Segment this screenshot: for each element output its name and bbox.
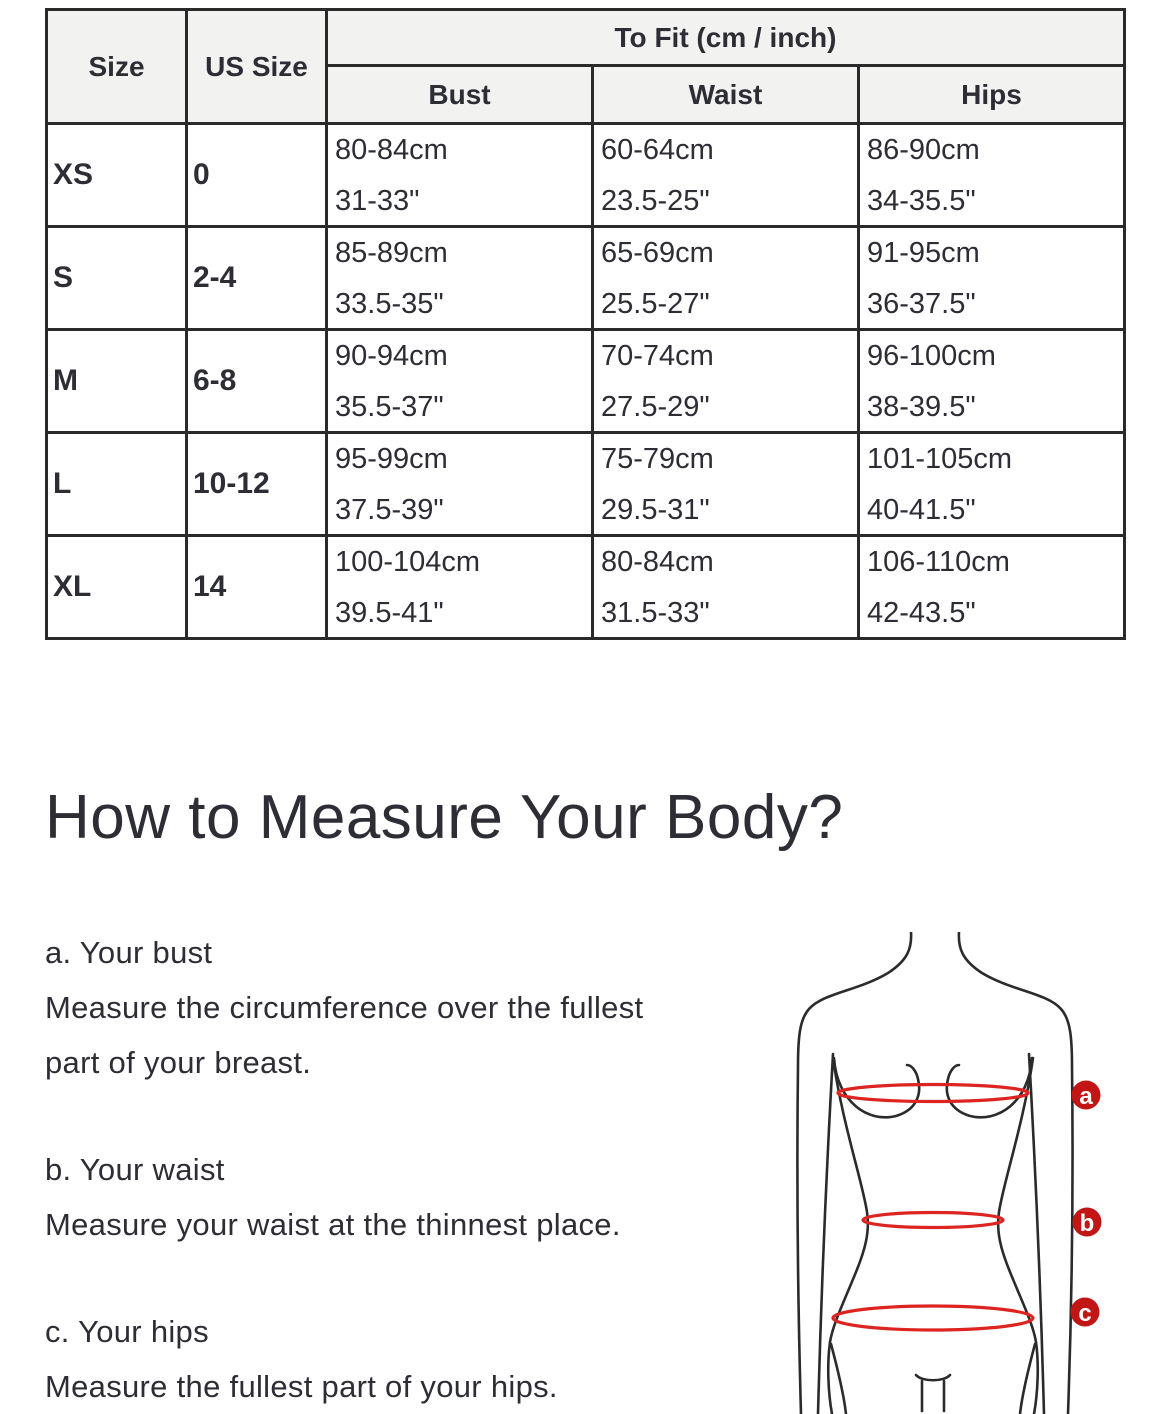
- hips-cm-value: 86-90cm: [867, 133, 980, 166]
- body-outline-icon: [797, 932, 1072, 1414]
- size-cell: XL: [47, 536, 187, 639]
- waist-cm-value: 75-79cm: [601, 442, 714, 475]
- body-measurement-diagram: [770, 932, 1135, 1414]
- us-size-cell: 6-8: [187, 330, 327, 433]
- waist-inch-value: 23.5-25": [601, 184, 710, 217]
- size-chart-table: [45, 8, 1126, 640]
- instruction-label: a. Your bust: [45, 935, 213, 970]
- hips-cell: [859, 330, 1125, 433]
- bust-cm-value: 80-84cm: [335, 133, 448, 166]
- bust-cm-value: 100-104cm: [335, 545, 481, 578]
- bust-marker-letter: a: [1079, 1083, 1093, 1110]
- hips-inch-value: 38-39.5": [867, 390, 976, 423]
- bust-line-icon: [838, 1085, 1028, 1102]
- waist-marker-badge: [1073, 1208, 1102, 1238]
- hips-cm-value: 101-105cm: [867, 442, 1013, 475]
- waist-cm-value: 70-74cm: [601, 339, 714, 372]
- bust-inch-value: 37.5-39": [335, 493, 444, 526]
- waist-marker-letter: b: [1079, 1210, 1095, 1237]
- column-header-hips: Hips: [859, 66, 1125, 124]
- hips-marker-badge: [1071, 1298, 1100, 1328]
- us-size-cell: 0: [187, 124, 327, 227]
- instruction-text: part of your breast.: [45, 1045, 312, 1080]
- bust-cm-value: 95-99cm: [335, 442, 448, 475]
- bust-cm-value: 90-94cm: [335, 339, 448, 372]
- column-header-size: Size: [47, 10, 187, 124]
- waist-cell: [593, 536, 859, 639]
- bust-cm-value: 85-89cm: [335, 236, 448, 269]
- waist-cm-value: 60-64cm: [601, 133, 714, 166]
- bust-cell: [327, 433, 593, 536]
- size-cell: S: [47, 227, 187, 330]
- measure-instruction-bust: [45, 925, 643, 1090]
- bust-cell: [327, 330, 593, 433]
- us-size-cell: 10-12: [187, 433, 327, 536]
- hips-marker-letter: c: [1078, 1300, 1092, 1327]
- hips-cell: [859, 536, 1125, 639]
- bust-marker-badge: [1072, 1081, 1101, 1111]
- bust-inch-value: 31-33": [335, 184, 420, 217]
- instruction-label: b. Your waist: [45, 1152, 225, 1187]
- hips-cell: [859, 433, 1125, 536]
- table-row-xs: [47, 124, 1125, 227]
- bust-cell: [327, 227, 593, 330]
- waist-cm-value: 80-84cm: [601, 545, 714, 578]
- hips-cm-value: 106-110cm: [867, 545, 1010, 578]
- column-header-us-size: US Size: [187, 10, 327, 124]
- size-cell: XS: [47, 124, 187, 227]
- waist-inch-value: 25.5-27": [601, 287, 710, 320]
- waist-cm-value: 65-69cm: [601, 236, 714, 269]
- bust-cell: [327, 536, 593, 639]
- measure-instruction-hips: [45, 1304, 558, 1414]
- column-header-to-fit: To Fit (cm / inch): [327, 10, 1125, 66]
- instruction-text: Measure your waist at the thinnest place.: [45, 1207, 621, 1242]
- hips-cm-value: 96-100cm: [867, 339, 996, 372]
- size-cell: M: [47, 330, 187, 433]
- column-header-waist: Waist: [593, 66, 859, 124]
- column-header-bust: Bust: [327, 66, 593, 124]
- instruction-label: c. Your hips: [45, 1314, 209, 1349]
- bust-inch-value: 33.5-35": [335, 287, 444, 320]
- waist-cell: [593, 330, 859, 433]
- us-size-cell: 14: [187, 536, 327, 639]
- hips-line-icon: [833, 1306, 1033, 1330]
- hips-inch-value: 34-35.5": [867, 184, 976, 217]
- waist-line-icon: [863, 1213, 1003, 1228]
- hips-cell: [859, 124, 1125, 227]
- waist-cell: [593, 227, 859, 330]
- waist-cell: [593, 433, 859, 536]
- hips-inch-value: 36-37.5": [867, 287, 976, 320]
- us-size-cell: 2-4: [187, 227, 327, 330]
- size-cell: L: [47, 433, 187, 536]
- bust-inch-value: 39.5-41": [335, 596, 444, 629]
- page-title: How to Measure Your Body?: [45, 783, 844, 852]
- instruction-text: Measure the circumference over the fullest: [45, 990, 644, 1025]
- table-row-l: [47, 433, 1125, 536]
- bust-inch-value: 35.5-37": [335, 390, 444, 423]
- table-row-m: [47, 330, 1125, 433]
- waist-inch-value: 27.5-29": [601, 390, 710, 423]
- hips-inch-value: 40-41.5": [867, 493, 976, 526]
- instruction-text: Measure the fullest part of your hips.: [45, 1369, 558, 1404]
- hips-inch-value: 42-43.5": [867, 596, 976, 629]
- waist-cell: [593, 124, 859, 227]
- hips-cell: [859, 227, 1125, 330]
- measure-instruction-waist: [45, 1142, 621, 1252]
- waist-inch-value: 31.5-33": [601, 596, 710, 629]
- bust-cell: [327, 124, 593, 227]
- hips-cm-value: 91-95cm: [867, 236, 980, 269]
- table-row-xl: [47, 536, 1125, 639]
- table-row-s: [47, 227, 1125, 330]
- waist-inch-value: 29.5-31": [601, 493, 710, 526]
